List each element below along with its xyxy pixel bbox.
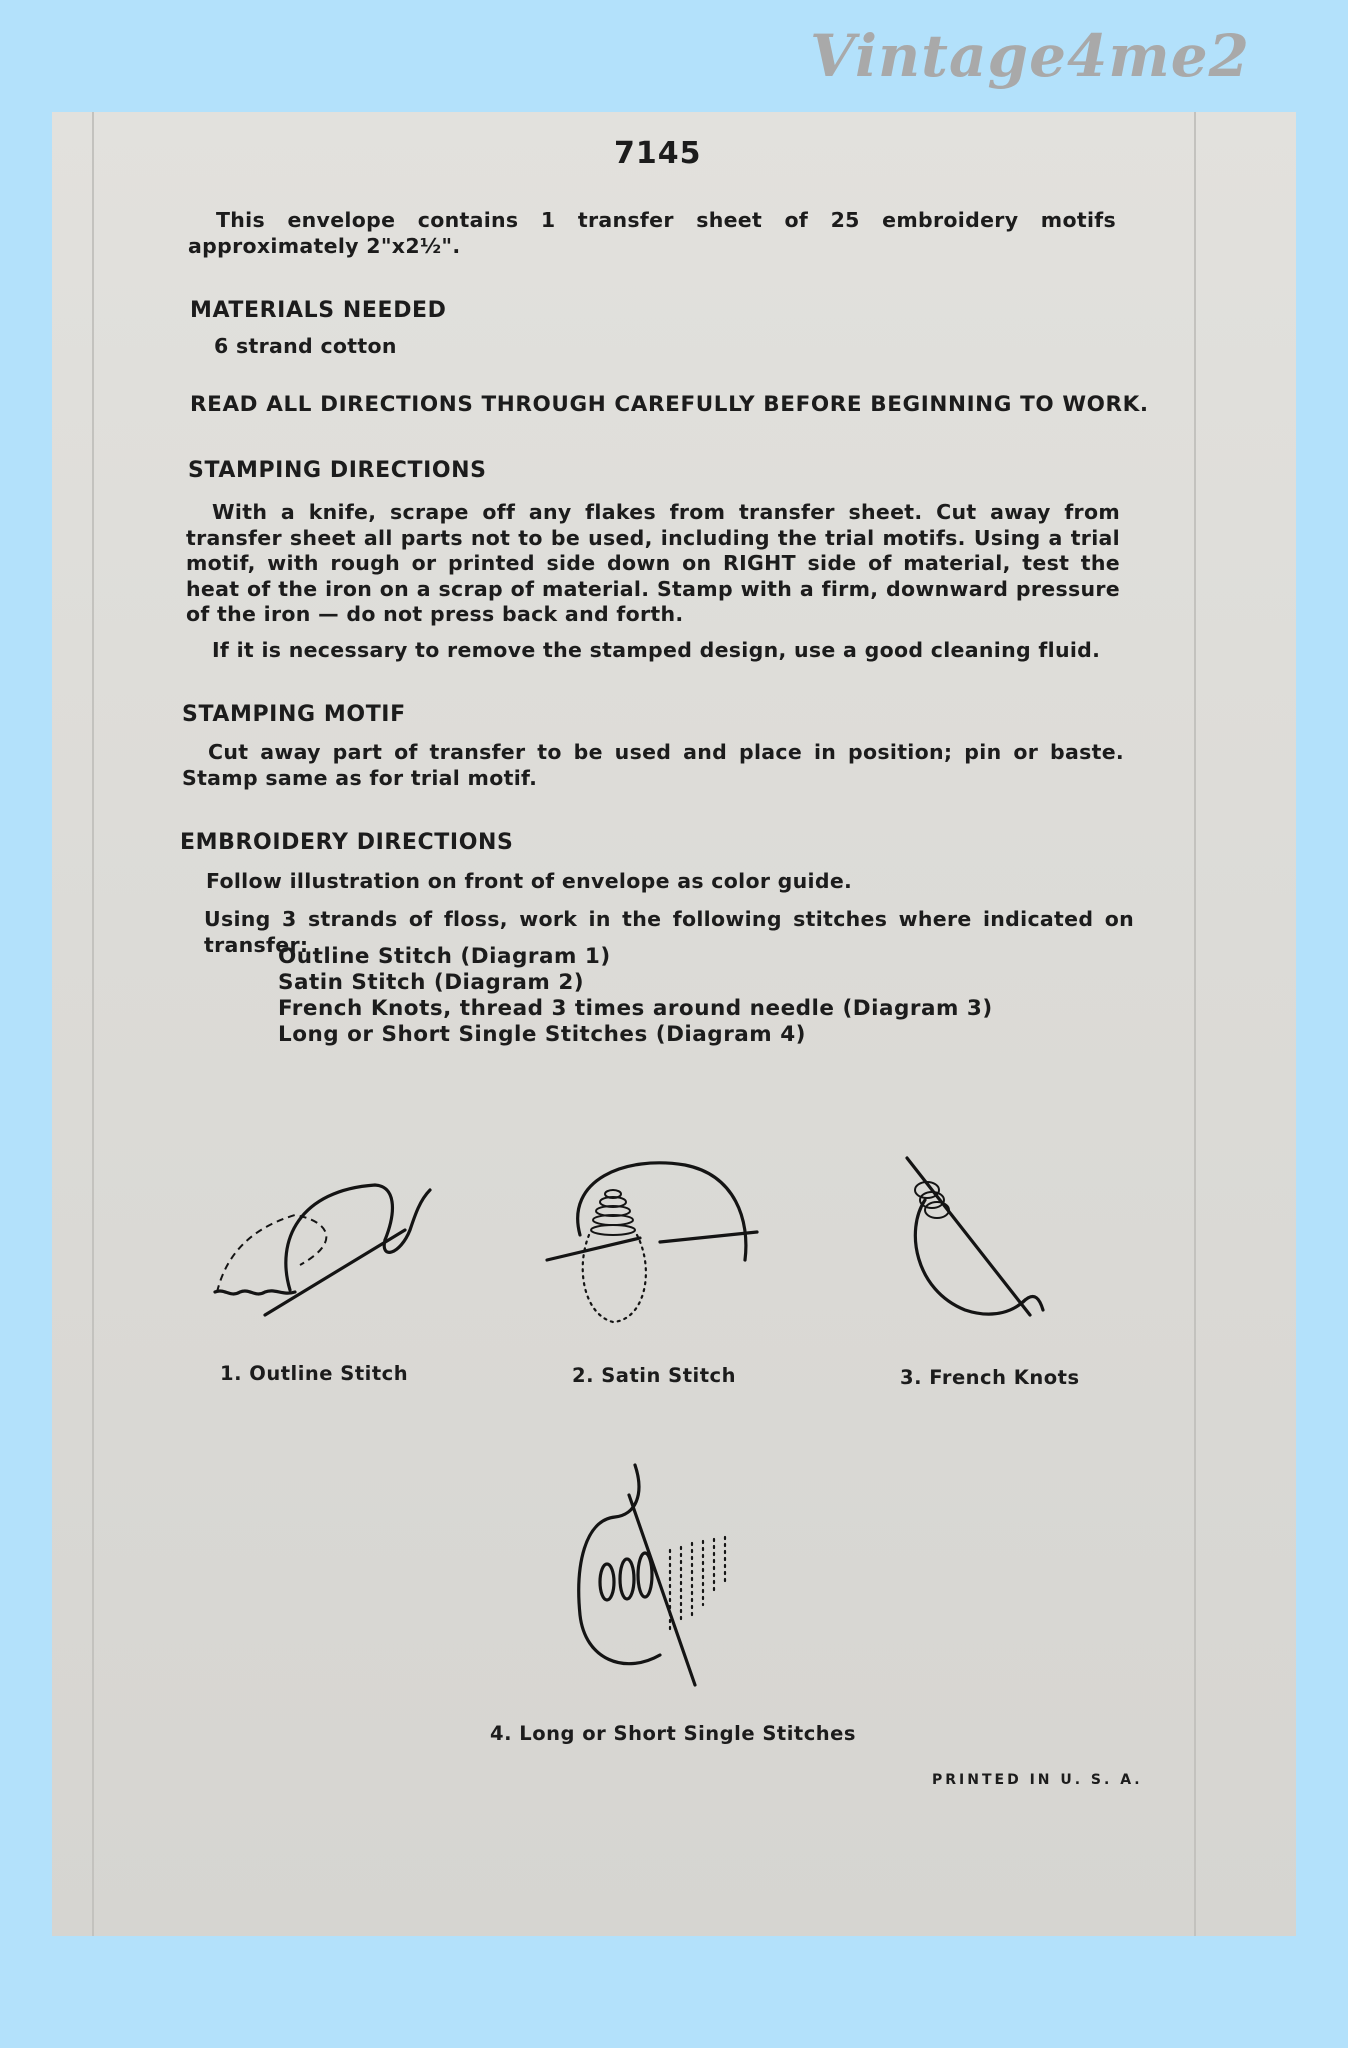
stitch-list-item: Outline Stitch (Diagram 1) — [278, 944, 611, 969]
pattern-number: 7145 — [614, 136, 702, 171]
stamping-directions-heading: STAMPING DIRECTIONS — [188, 458, 487, 483]
satin-stitch-illustration — [545, 1150, 765, 1330]
stitch-list-item: Satin Stitch (Diagram 2) — [278, 970, 585, 995]
stitch-list-item: French Knots, thread 3 times around needle (Diagram 3) — [278, 996, 993, 1021]
embroidery-line-1: Follow illustration on front of envelope as color guide. — [206, 869, 853, 893]
diagram-caption: 1. Outline Stitch — [220, 1362, 409, 1385]
stitch-list — [278, 944, 1078, 1048]
stamping-motif-paragraph: Cut away part of transfer to be used and place in position; pin or baste. Stamp same as for trial motif. — [182, 740, 1124, 790]
intro-paragraph: This envelope contains 1 transfer sheet of 25 embroidery motifs approximately 2"x2½". — [188, 208, 1116, 258]
printed-in-usa: PRINTED IN U. S. A. — [932, 1772, 1143, 1788]
read-directions-warning: READ ALL DIRECTIONS THROUGH CAREFULLY BEFORE BEGINNING TO WORK. — [190, 392, 1149, 417]
materials-item: 6 strand cotton — [214, 334, 397, 358]
embroidery-directions-heading: EMBROIDERY DIRECTIONS — [180, 830, 514, 855]
diagram-caption: 3. French Knots — [900, 1366, 1080, 1389]
stamping-directions-paragraph-2: If it is necessary to remove the stamped design, use a good cleaning fluid. — [212, 638, 1101, 662]
watermark-logo: Vintage4me2 — [810, 22, 1250, 90]
outline-stitch-illustration — [205, 1170, 445, 1330]
materials-heading: MATERIALS NEEDED — [190, 298, 447, 323]
stitch-list-item: Long or Short Single Stitches (Diagram 4) — [278, 1022, 806, 1047]
embroidery-line-2: Using 3 strands of floss, work in the following stitches where indicated on transfer: — [204, 907, 1134, 957]
french-knots-illustration — [895, 1150, 1055, 1330]
single-stitches-illustration — [565, 1455, 765, 1685]
stamping-directions-paragraph-1: With a knife, scrape off any flakes from transfer sheet. Cut away from transfer sheet all parts not to be used, including the trial motifs. Using a trial motif, with rough or printed side down on RIGHT side of material, test the heat of the iron on a scrap of material. Stamp with a firm, downward pressure of the iron — do not press back and forth. — [186, 500, 1120, 626]
diagram-caption: 4. Long or Short Single Stitches — [490, 1722, 856, 1745]
diagram-caption: 2. Satin Stitch — [572, 1364, 736, 1387]
stamping-motif-heading: STAMPING MOTIF — [182, 702, 406, 727]
